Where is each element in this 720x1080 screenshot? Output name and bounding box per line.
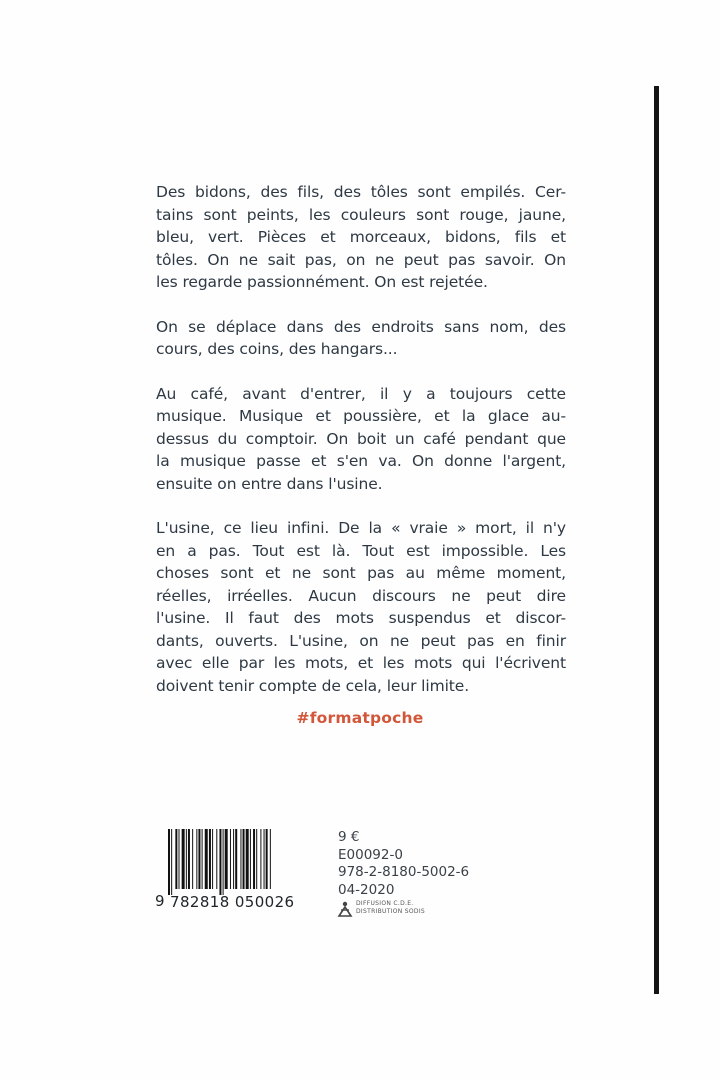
isbn-barcode xyxy=(150,829,326,919)
text-line: tôles. On ne sait pas, on ne peut pas savoir. On xyxy=(156,250,566,269)
barcode-bar xyxy=(168,829,170,895)
text-line: choses sont et ne sont pas au même moment, xyxy=(156,564,566,582)
barcode-bar xyxy=(260,829,261,889)
text-line: On se déplace dans des endroits sans nom, des xyxy=(156,317,566,336)
text-line: Des bidons, des fils, des tôles sont empilés. Cer- xyxy=(156,183,566,201)
barcode-bar xyxy=(182,829,185,889)
barcode-bar xyxy=(186,829,187,889)
barcode-bar xyxy=(253,829,255,889)
text-line: L'usine, ce lieu infini. De la « vraie » mort, il n'y xyxy=(156,519,566,537)
barcode-first-digit: 9 xyxy=(155,892,165,910)
barcode-bar xyxy=(266,829,268,889)
product-code: E00092-0 xyxy=(338,846,403,863)
barcode-bar xyxy=(216,829,217,889)
barcode-bar xyxy=(212,829,213,889)
text-line: avec elle par les mots, et les mots qui l'écrivent xyxy=(156,654,566,672)
barcode-bar xyxy=(198,829,200,889)
hashtag-formatpoche: #formatpoche xyxy=(296,709,424,727)
text-line: réelles, irréelles. Aucun discours ne peut dire xyxy=(156,586,566,605)
text-line: Au café, avant d'entrer, il y a toujours cette xyxy=(156,384,566,403)
barcode-bar xyxy=(230,829,231,889)
text-line: dants, ouverts. L'usine, on ne peut pas en finir xyxy=(156,631,566,650)
barcode-bars xyxy=(150,829,326,897)
text-line: dessus du comptoir. On boit un café pendant que xyxy=(156,429,566,448)
barcode-bar xyxy=(171,829,172,895)
barcode-bar xyxy=(205,829,208,889)
distribution-line-2: DISTRIBUTION SODIS xyxy=(356,907,425,915)
blurb-text xyxy=(156,181,566,719)
text-line: les regarde passionnément. On est rejetée. xyxy=(156,273,488,291)
barcode-bar xyxy=(225,829,228,889)
text-line: tains sont peints, les couleurs sont rouge, jaune, xyxy=(156,205,566,224)
distribution-info xyxy=(336,898,466,928)
text-line: musique. Musique et poussière, et la glace au- xyxy=(156,407,566,425)
text-line: en a pas. Tout est là. Tout est impossible. Les xyxy=(156,541,566,560)
barcode-bar xyxy=(264,829,265,889)
price: 9 € xyxy=(338,829,360,845)
paragraph-1 xyxy=(156,181,566,294)
barcode-bar xyxy=(209,829,211,889)
barcode-bar xyxy=(192,829,193,889)
distribution-text xyxy=(356,900,425,915)
text-line: doivent tenir compte de cela, leur limite. xyxy=(156,676,470,695)
barcode-bar xyxy=(243,829,245,889)
barcode-digits: 782818 050026 xyxy=(170,893,295,911)
barcode-bar xyxy=(223,829,224,895)
barcode-bar xyxy=(270,829,271,889)
paragraph-2 xyxy=(156,316,566,361)
isbn-number: 978-2-8180-5002-6 xyxy=(338,864,470,880)
text-line: l'usine. Il faut des mots suspendus et discor- xyxy=(156,609,566,627)
barcode-bar xyxy=(233,829,234,889)
barcode-bar xyxy=(188,829,190,889)
barcode-bar xyxy=(219,829,221,895)
paragraph-4 xyxy=(156,517,566,697)
barcode-bar xyxy=(175,829,177,889)
paragraph-3 xyxy=(156,383,566,496)
publication-date: 04-2020 xyxy=(338,881,395,898)
barcode-bar xyxy=(196,829,197,889)
barcode-bar xyxy=(202,829,203,889)
barcode-bar xyxy=(256,829,257,889)
text-line: bleu, vert. Pièces et morceaux, bidons, fils et xyxy=(156,228,566,246)
barcode-bar xyxy=(250,829,251,889)
text-line: cours, des coins, des hangars... xyxy=(156,340,398,358)
spine-edge xyxy=(654,86,659,994)
price-and-codes xyxy=(338,829,469,899)
text-line: ensuite on entre dans l'usine. xyxy=(156,474,383,493)
distribution-line-1: DIFFUSION C.D.E. xyxy=(356,900,414,907)
barcode-bar xyxy=(179,829,180,889)
distribution-logo-icon xyxy=(336,900,354,918)
barcode-bar xyxy=(235,829,237,889)
text-line: la musique passe et s'en va. On donne l'argent, xyxy=(156,452,566,470)
barcode-bar xyxy=(240,829,241,889)
barcode-bar xyxy=(246,829,249,889)
